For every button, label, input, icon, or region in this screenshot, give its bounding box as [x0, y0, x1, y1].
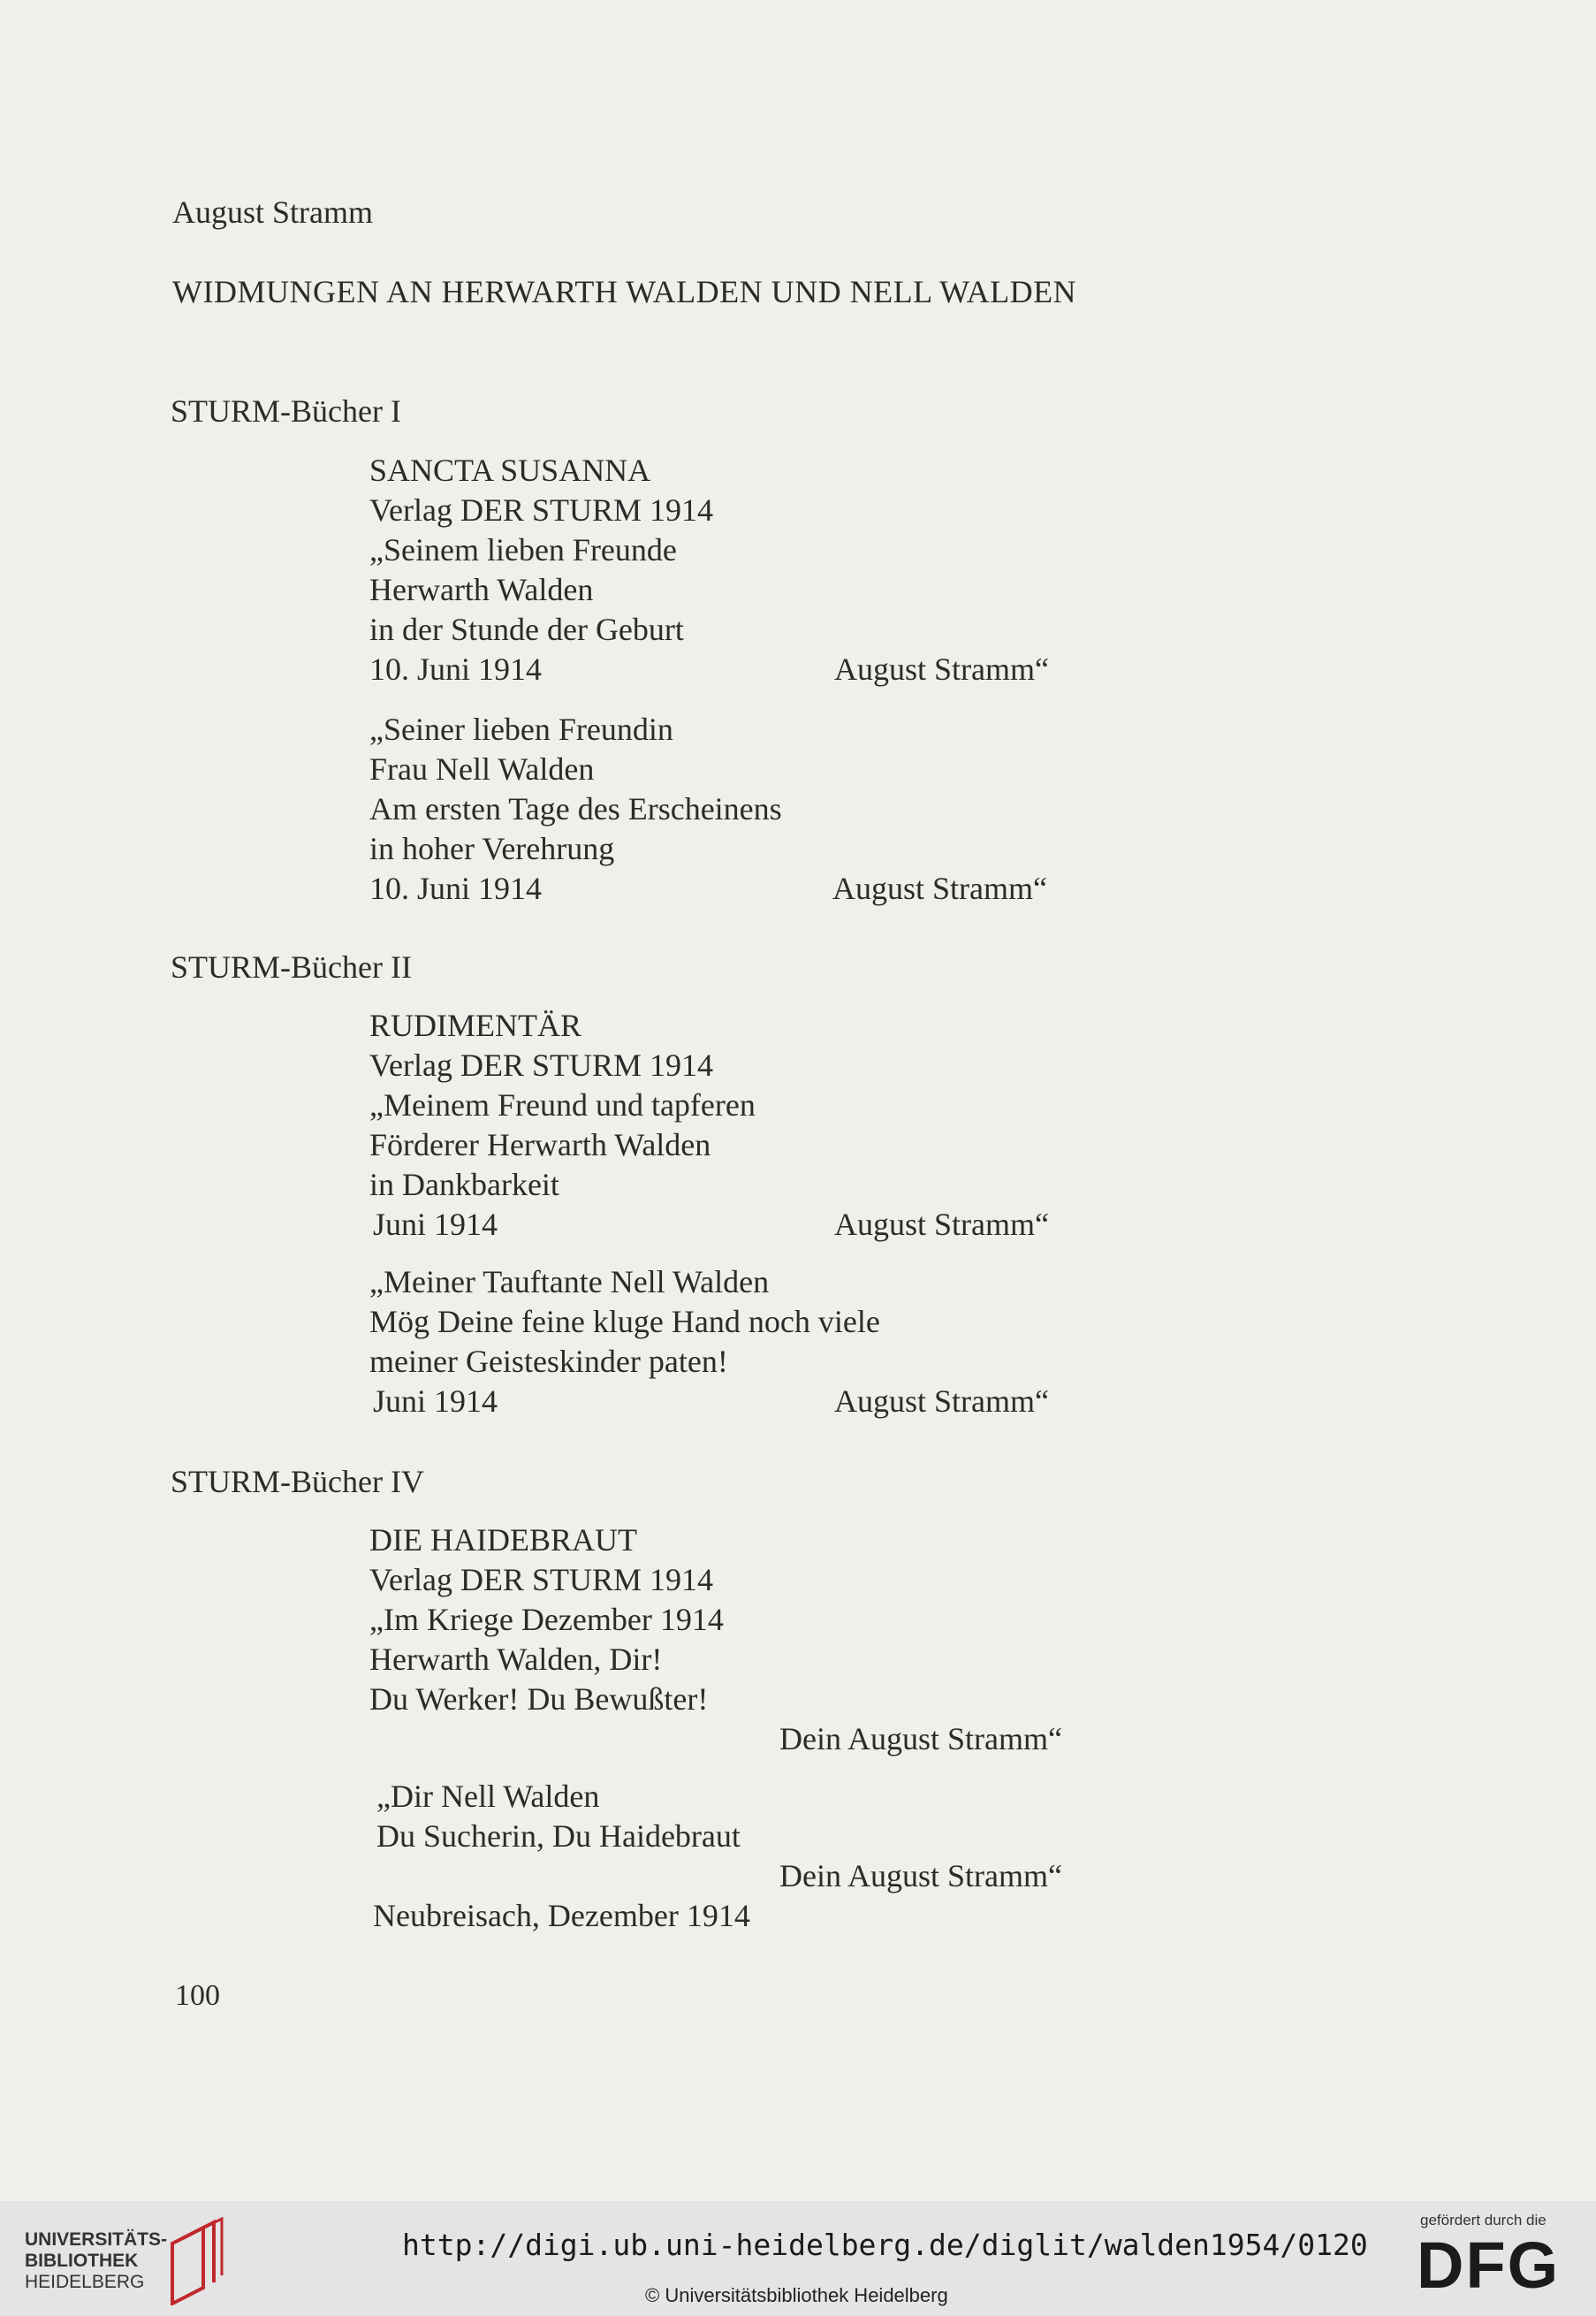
book-title: RUDIMENTÄR — [369, 1008, 581, 1043]
library-emblem-icon — [163, 2217, 225, 2305]
permalink-url[interactable]: http://digi.ub.uni-heidelberg.de/diglit/walden1954/0120 — [402, 2228, 1368, 2262]
dedication-line: Am ersten Tage des Erscheinens — [369, 791, 782, 827]
library-logo[interactable] — [0, 2201, 230, 2316]
library-name-line3: HEIDELBERG — [25, 2272, 145, 2292]
dedication-line: Du Werker! Du Bewußter! — [369, 1681, 709, 1717]
dedication-line: Frau Nell Walden — [369, 751, 595, 787]
dedication-line: Du Sucherin, Du Haidebraut — [376, 1818, 741, 1854]
dedication-signature: August Stramm“ — [834, 1383, 1049, 1419]
library-name-line2: BIBLIOTHEK — [25, 2251, 139, 2271]
footer-bar — [0, 2201, 1596, 2316]
place-date-line: Neubreisach, Dezember 1914 — [373, 1898, 750, 1933]
dfg-logo[interactable]: DFG — [1417, 2228, 1561, 2302]
funding-note: gefördert durch die — [1420, 2212, 1547, 2228]
page-number: 100 — [175, 1979, 220, 2012]
dedication-date: Juni 1914 — [373, 1383, 498, 1419]
book-title: DIE HAIDEBRAUT — [369, 1522, 637, 1558]
copyright-notice: © Universitätsbibliothek Heidelberg — [645, 2284, 948, 2306]
dedication-line: meiner Geisteskinder paten! — [369, 1344, 728, 1379]
dedication-line: „Seinem lieben Freunde — [369, 532, 677, 568]
dedication-date: 10. Juni 1914 — [369, 651, 543, 687]
dedication-line: in der Stunde der Geburt — [369, 612, 684, 647]
publisher-line: Verlag DER STURM 1914 — [369, 1048, 713, 1083]
dedication-date: Juni 1914 — [373, 1207, 498, 1242]
dedication-signature: August Stramm“ — [834, 1207, 1049, 1242]
publisher-line: Verlag DER STURM 1914 — [369, 492, 713, 528]
dedication-line: „Meinem Freund und tapferen — [369, 1087, 756, 1123]
dedication-line: „Meiner Tauftante Nell Walden — [369, 1264, 770, 1299]
dedication-line: Förderer Herwarth Walden — [369, 1127, 711, 1162]
dedication-line: in hoher Verehrung — [369, 831, 615, 866]
dedication-line: „Dir Nell Walden — [376, 1779, 600, 1814]
dedication-signature: Dein August Stramm“ — [779, 1858, 1062, 1893]
dedication-line: „Im Kriege Dezember 1914 — [369, 1602, 724, 1637]
dedication-signature: August Stramm“ — [832, 871, 1047, 906]
dedication-date: 10. Juni 1914 — [369, 871, 543, 906]
publisher-line: Verlag DER STURM 1914 — [369, 1562, 713, 1597]
dedication-line: Mög Deine feine kluge Hand noch viele — [369, 1304, 880, 1339]
dedication-signature: Dein August Stramm“ — [779, 1721, 1062, 1756]
dedication-line: „Seiner lieben Freundin — [369, 712, 673, 747]
dedication-line: in Dankbarkeit — [369, 1167, 559, 1202]
page-heading: WIDMUNGEN AN HERWARTH WALDEN UND NELL WALDEN — [172, 274, 1077, 309]
dedication-line: Herwarth Walden, Dir! — [369, 1642, 663, 1677]
section-label: STURM-Bücher IV — [171, 1464, 424, 1499]
dedication-line: Herwarth Walden — [369, 572, 594, 607]
author-name: August Stramm — [172, 194, 374, 230]
book-title: SANCTA SUSANNA — [369, 453, 651, 488]
dedication-signature: August Stramm“ — [834, 651, 1049, 687]
section-label: STURM-Bücher I — [171, 393, 401, 429]
library-name-line1: UNIVERSITÄTS- — [25, 2229, 168, 2250]
section-label: STURM-Bücher II — [171, 949, 412, 985]
